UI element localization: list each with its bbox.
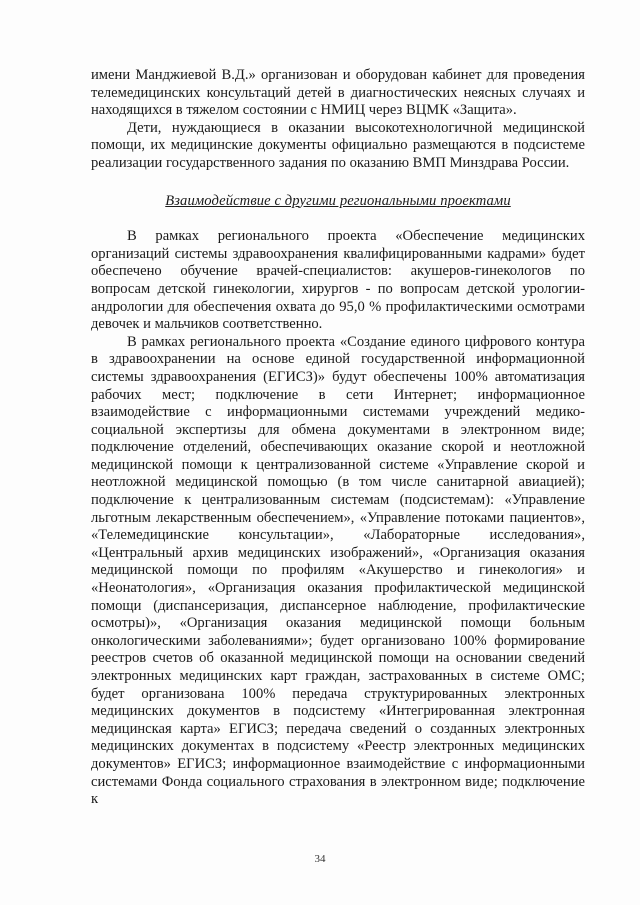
- paragraph-vmp-documents: Дети, нуждающиеся в оказании высокотехнологичной медицинской помощи, их медицинские документы официально размещаются в подсистеме реализации государственного задания по оказанию ВМП Минздрава России.: [91, 119, 585, 171]
- paragraph-digital-contour-project: В рамках регионального проекта «Создание единого цифрового контура в здравоохранении на основе единой государственной информационной системы здравоохранения (ЕГИСЗ)» будут обеспечены 100% автоматизация рабочих мест; подключение в сети Интернет; информационное взаимодействие с информационными системами учреждений медико-социальной экспертизы для обмена документами в электронном виде; подключение отделений, обеспечивающих оказание скорой и неотложной медицинской помощи к централизованной системе «Управление скорой и неотложной медицинской помощью (в том числе санитарной авиацией); подключение к централизованным системам (подсистемам): «Управление льготным лекарственным обеспечением», «Управление потоками пациентов», «Телемедицинские консультации», «Лабораторные исследования», «Центральный архив медицинских изображений», «Организация оказания медицинской помощи по профилям «Акушерство и гинекология» и «Неонатология», «Организация оказания профилактической медицинской помощи (диспансеризация, диспансерное наблюдение, профилактические осмотры)», «Организация оказания медицинской помощи больным онкологическими заболеваниями»; будет организовано 100% формирование реестров счетов об оказанной медицинской помощи на основании сведений электронных медицинских карт граждан, застрахованных в системе ОМС; будет организована 100% передача структурированных электронных медицинских документов в подсистему «Интегрированная электронная медицинская карта» ЕГИСЗ; передача сведений о созданных электронных медицинских документах в подсистему «Реестр электронных медицинских документов» ЕГИСЗ; информационное взаимодействие с информационными системами Фонда социального страхования в электронном виде; подключение к: [91, 333, 585, 808]
- paragraph-telemedicine-cabinet: имени Манджиевой В.Д.» организован и оборудован кабинет для проведения телемедицинских консультаций детей в диагностических неясных случаях и находящихся в тяжелом состоянии с НМИЦ через ВЦМК «Защита».: [91, 67, 585, 119]
- page-body: [91, 67, 585, 809]
- section-heading: Взаимодействие с другими региональными проектами: [165, 192, 511, 209]
- paragraph-qualified-personnel-project: В рамках регионального проекта «Обеспечение медицинских организаций системы здравоохранения квалифицированными кадрами» будет обеспечено обучение врачей-специалистов: акушеров-гинекологов по вопросам детской гинекологии, хирургов - по вопросам детской урологии-андрологии для обеспечения охвата до 95,0 % профилактическими осмотрами девочек и мальчиков соответственно.: [91, 228, 585, 333]
- page-number: 34: [314, 853, 326, 865]
